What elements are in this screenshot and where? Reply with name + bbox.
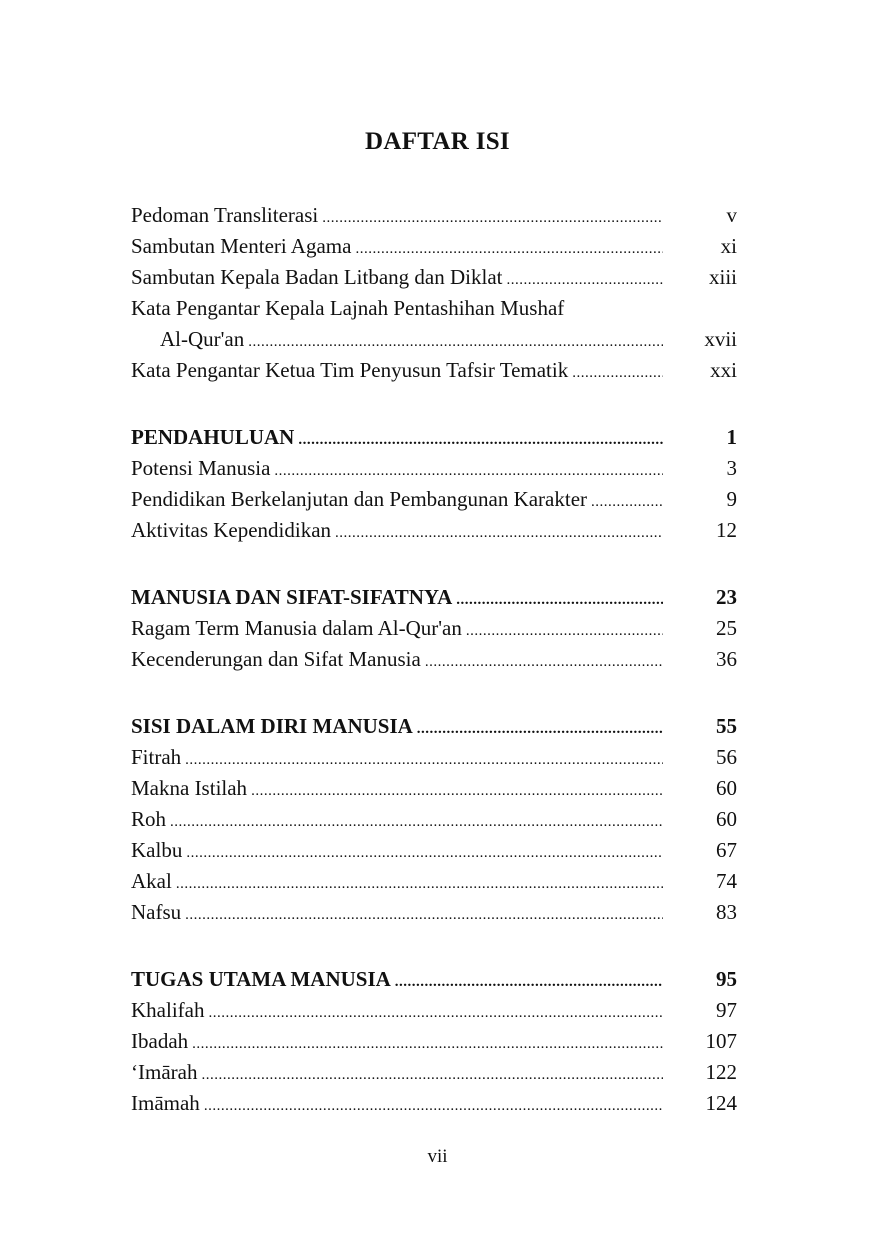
toc-entry xyxy=(131,897,737,928)
page-title: DAFTAR ISI xyxy=(365,128,510,155)
dot-leader xyxy=(192,1029,663,1060)
page-number: vii xyxy=(427,1146,448,1167)
toc-heading-page: 1 xyxy=(726,425,737,449)
toc-entry xyxy=(131,453,737,484)
dot-leader xyxy=(248,327,663,358)
toc-entry-page: xvii xyxy=(704,327,737,351)
toc-entry-label: Kata Pengantar Ketua Tim Penyusun Tafsir Tematik xyxy=(131,358,569,382)
toc-heading-label: MANUSIA DAN SIFAT-SIFATNYA xyxy=(131,585,453,609)
dot-leader xyxy=(201,1060,663,1091)
toc-entry xyxy=(131,1057,737,1088)
toc-entry xyxy=(131,995,737,1026)
toc-entry-label: Roh xyxy=(131,807,167,831)
toc-entry-label: ‘Imārah xyxy=(131,1060,198,1084)
toc-entry-page: 83 xyxy=(716,900,737,924)
toc-entry-label: Akal xyxy=(131,869,172,893)
toc-heading-label: PENDAHULUAN xyxy=(131,425,295,449)
dot-leader xyxy=(466,616,663,647)
toc-section-heading xyxy=(131,422,737,453)
toc-entry-label: Kecenderungan dan Sifat Manusia xyxy=(131,647,421,671)
toc-entry-label: Sambutan Kepala Badan Litbang dan Diklat xyxy=(131,265,503,289)
toc-entry-label: Fitrah xyxy=(131,745,182,769)
toc-section-heading xyxy=(131,582,737,613)
toc-heading-page: 95 xyxy=(716,967,737,991)
toc-entry-label: Pedoman Transliterasi xyxy=(131,203,319,227)
dot-leader xyxy=(208,998,663,1029)
dot-leader xyxy=(322,203,663,234)
toc-entry-page: xi xyxy=(720,234,737,258)
dot-leader xyxy=(274,456,663,487)
toc-entry-label: Kalbu xyxy=(131,838,183,862)
toc-heading-page: 55 xyxy=(716,714,737,738)
toc-section-heading xyxy=(131,964,737,995)
dot-leader xyxy=(170,807,663,838)
toc-entry-label: Kata Pengantar Kepala Lajnah Pentashihan Mushaf xyxy=(131,296,565,320)
toc-entry-label: Makna Istilah xyxy=(131,776,248,800)
toc-entry-page: v xyxy=(726,203,737,227)
toc-entry-page: 60 xyxy=(716,807,737,831)
toc-entry-page: 36 xyxy=(716,647,737,671)
toc-entry xyxy=(131,355,737,386)
dot-leader xyxy=(335,518,663,549)
dot-leader xyxy=(417,714,663,745)
toc-entry-page: xiii xyxy=(708,265,737,289)
toc-entry-label: Potensi Manusia xyxy=(131,456,271,480)
dot-leader xyxy=(456,585,663,616)
dot-leader xyxy=(425,647,663,678)
dot-leader xyxy=(251,776,663,807)
toc-entry-page: 74 xyxy=(716,869,737,893)
toc-entry xyxy=(131,613,737,644)
dot-leader xyxy=(176,869,663,900)
dot-leader xyxy=(395,967,663,998)
dot-leader xyxy=(204,1091,663,1122)
toc-entry xyxy=(131,484,737,515)
toc-entry-page: 25 xyxy=(716,616,737,640)
toc-entry-label: Imāmah xyxy=(131,1091,200,1115)
toc-entry xyxy=(131,1026,737,1057)
dot-leader xyxy=(355,234,663,265)
toc-entry-page: 67 xyxy=(716,838,737,862)
toc-entry-label: Pendidikan Berkelanjutan dan Pembangunan Karakter xyxy=(131,487,588,511)
toc-entry-page: xxi xyxy=(710,358,737,382)
toc-entry xyxy=(131,515,737,546)
toc-entry-label: Aktivitas Kependidikan xyxy=(131,518,332,542)
dot-leader xyxy=(185,745,663,776)
toc-entry xyxy=(131,866,737,897)
toc-entry xyxy=(131,773,737,804)
dot-leader xyxy=(298,425,663,456)
toc-entry-page: 124 xyxy=(705,1091,737,1115)
toc-entry-page: 97 xyxy=(716,998,737,1022)
toc-entry-page: 12 xyxy=(716,518,737,542)
toc-entry xyxy=(131,742,737,773)
toc-entry xyxy=(131,262,737,293)
toc-heading-label: TUGAS UTAMA MANUSIA xyxy=(131,967,391,991)
toc-entry-page: 3 xyxy=(726,456,737,480)
toc-entry-page: 107 xyxy=(705,1029,737,1053)
toc-heading-page: 23 xyxy=(716,585,737,609)
dot-leader xyxy=(186,838,663,869)
toc-entry xyxy=(131,200,737,231)
toc-entry xyxy=(131,835,737,866)
toc-entry-label: Khalifah xyxy=(131,998,205,1022)
toc-entry-page: 56 xyxy=(716,745,737,769)
dot-leader xyxy=(572,358,663,389)
toc-entry-label: Ragam Term Manusia dalam Al-Qur'an xyxy=(131,616,462,640)
toc-section-heading xyxy=(131,711,737,742)
toc-entry-page: 122 xyxy=(705,1060,737,1084)
toc-entry xyxy=(131,231,737,262)
toc-entry-page: 60 xyxy=(716,776,737,800)
toc-entry-label: Nafsu xyxy=(131,900,182,924)
toc-heading-label: SISI DALAM DIRI MANUSIA xyxy=(131,714,413,738)
dot-leader xyxy=(185,900,663,931)
toc-entry-page: 9 xyxy=(726,487,737,511)
dot-leader xyxy=(591,487,663,518)
toc-entry-continuation xyxy=(131,324,737,355)
toc-entry xyxy=(131,293,737,324)
toc-entry-label: Ibadah xyxy=(131,1029,189,1053)
table-of-contents xyxy=(131,200,737,1119)
dot-leader xyxy=(506,265,663,296)
toc-entry xyxy=(131,804,737,835)
toc-entry-label: Al-Qur'an xyxy=(160,327,245,351)
toc-entry-label: Sambutan Menteri Agama xyxy=(131,234,352,258)
toc-entry xyxy=(131,644,737,675)
toc-entry xyxy=(131,1088,737,1119)
